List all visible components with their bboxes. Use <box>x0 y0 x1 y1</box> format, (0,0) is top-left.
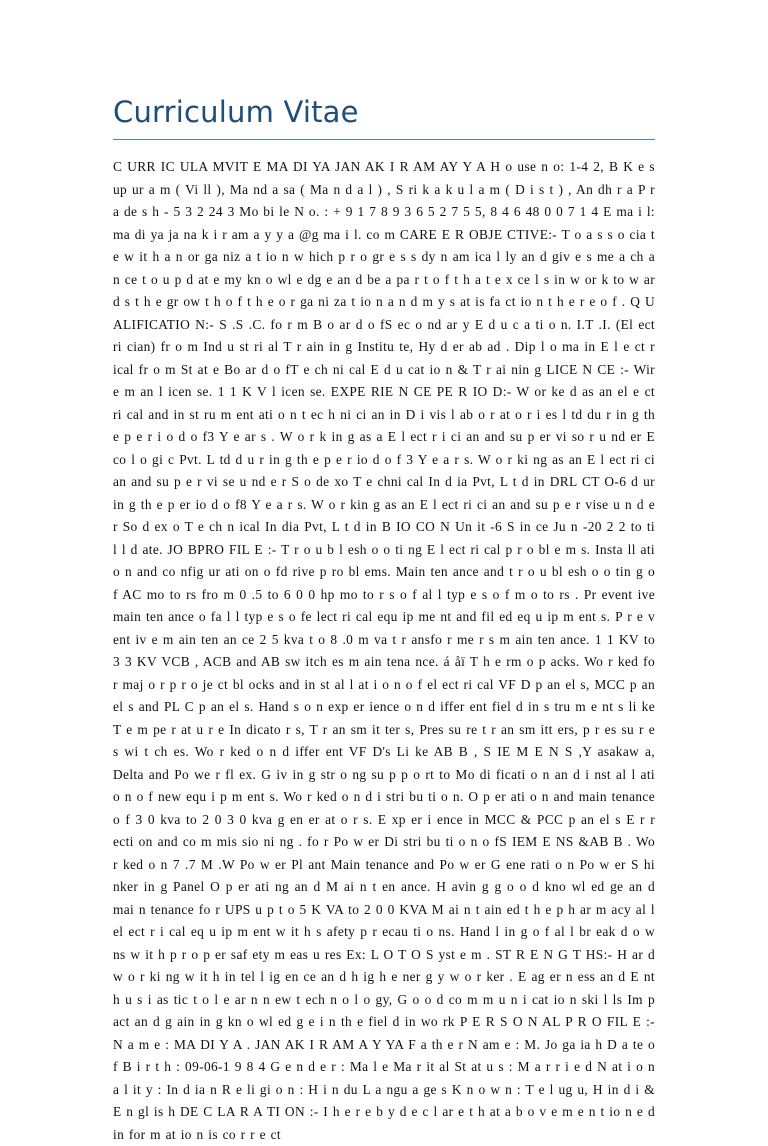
document-body-text: C URR IC ULA MVIT E MA DI YA JAN AK I R AM AY Y A H o use n o: 1-4 2, B K e s up ur a m ( Vi ll ), Ma nd a sa ( Ma n d a l ) , S ri k a k u l a m ( D i s t ) , An dh r a P r a de s h - 5 3 2 24 3 Mo bi le N o. : + 9 1 7 8 9 3 6 5 2 7 5 5, 8 4 6 48 0 0 7 1 4 E ma i l: ma di ya ja na k i r am a y y a @g ma i l. co m CARE E R OBJE CTIVE:- T o a s s o cia t e w it h a n or ga niz a t io n w hich p r o gr e s s dy n am ica l ly an d giv e s me a ch a n ce t o u p d at e my kn o wl e dg e an d be a pa r t o f t h a t e x ce l s in w or k to w ar d s t h e gr ow t h o f t h e o r ga ni za t io n a n d m y s at is fa ct io n t h e r e o f . Q U ALIFICATIO N:- S .S .C. fo r m B o ar d o fS ec o nd ar y E d u c a ti o n. I.T .I. (El ect ri cian) fr o m Ind u st ri al T r ain in g Institu te, Hy d er ab ad . Dip l o ma in E l e ct r ical fr o m St at e Bo ar d o fT e ch ni cal E d u cat io n & T r ai nin g LICE N CE :- Wir e m an l icen se. 1 1 K V l icen se. EXPE RIE N CE PE R IO D:- W or ke d as an el e ct ri cal and in st ru m ent ati o n t ec h ni ci an in D i vis l ab o r at o r i es l td du r in g th e p e r i o d o f3 Y e ar s . W o r k in g as a E l ect r i ci an and su p er vi so r u nd er E co l o gi c Pvt. L td d u r in g th e p e r io d o f 3 Y e a r s. W o r ki ng as an E l ect ri ci an and su p e r vi se u nd e r S o de xo T e chni cal In d ia Pvt, L t d in DRL CT O-6 d ur in g th e p er io d o f8 Y e a r s. W o r kin g as an E l ect ri ci an and su p e r vise u n d e r So d ex o T e ch n ical In dia Pvt, L t d in B IO CO N Un it -6 S in ce Ju n -20 2 2 to ti l l d ate. JO BPRO FIL E :- T r o u b l esh o o ti ng E l ect ri cal p r o bl e m s. Insta ll ati o n and co nfig ur ati on o fd rive p ro bl ems. Main ten ance and t r o u bl esh o o tin g o f AC mo to rs fro m 0 .5 to 6 0 0 hp mo to r s o f al l typ e s o f m o to rs . Pr event ive main ten ance o fa l l typ e s o fe lect ri cal equ ip me nt and fil ed eq u ip m ent s. P r e v ent iv e m ain ten an ce 2 5 kva t o 8 .0 m va t r ansfo r me r s m ain ten ance. 1 1 KV to 3 3 KV VCB , ACB and AB sw itch es m ain tena nce. á åï T h e rm o p acks. Wo r ked fo r maj o r p r o je ct bl ocks and in st al l at i o n o f el ect ri cal VF D p an el s, MCC p an el s and PL C p an el s. Hand s o n exp er ience o n d iffer ent fiel d in s tru m e nt s li ke T e m pe r at u r e In dicato r s, T r an sm it ter s, Pres su re t r an sm itt ers, p r es su r e s wi t ch es. Wo r ked o n d iffer ent VF D's Li ke AB B , S IE M E N S ,Y asakaw a, Delta and Po we r fl ex. G iv in g str o ng su p p o rt to Mo di ficati o n an d i nst al l ati o n o f new equ i p m ent s. Wo r ked o n d i stri bu ti o n. O p er ati o n and main tenance o f 3 0 kva to 2 0 3 0 kva g en er at o r s. E xp er i ence in MCC & PCC p an el s E r r ecti on and co m mis sio ni ng . fo r Po w er Di stri bu ti o n o fS IEM E NS &AB B . Wo r ked o n 7 .7 M .W Po w er Pl ant Main tenance and Po w er G ene rati o n Po w er S hi nker in g Panel O p er ati ng an d M ai n t en ance. H avin g g o o d kno wl ed ge an d mai n tenance fo r UPS u p t o 5 K VA to 2 0 0 KVA M ai n t ain ed t h e p h ar m acy al l el ect r i cal eq u ip m ent w it h s afety p r ecau ti o ns. Hand l in g o f al l br eak d o w ns w it h p r o p er saf ety m eas u res Ex: L O T O S yst e m . ST R E N G T HS:- H ar d w o r ki ng w it h in tel l ig en ce an d h ig h e ner g y w o r ker . E ag er n ess an d E nt h u s i as tic t o l e ar n n ew t ech n o l o gy, G o o d co m m u n i cat io n ski l ls Im p act an d g ain in g kn o wl ed g e i n th e fiel d in wo rk P E R S O N AL P R O FIL E :- N a m e : MA DI Y A . JAN AK I R AM A Y YA F a th e r N am e : M. Jo ga ia h D a te o f B i r t h : 09-06-1 9 8 4 G e n d e r : Ma l e Ma r it al St at u s : M a r r i e d N at i o n a l it y : In d ia n R e li gi o n : H i n du L a ngu a ge s K n o w n : T e l ug u, H in d i & E n gl is h DE C LA R A TI ON :- I h e r e b y d e c l ar e t h at a b o v e m e n t io n e d in for m at io n is co r r e ct <box>113 159 655 1142</box>
document-title: Curriculum Vitae <box>113 95 359 129</box>
title-underline-divider <box>113 139 655 140</box>
